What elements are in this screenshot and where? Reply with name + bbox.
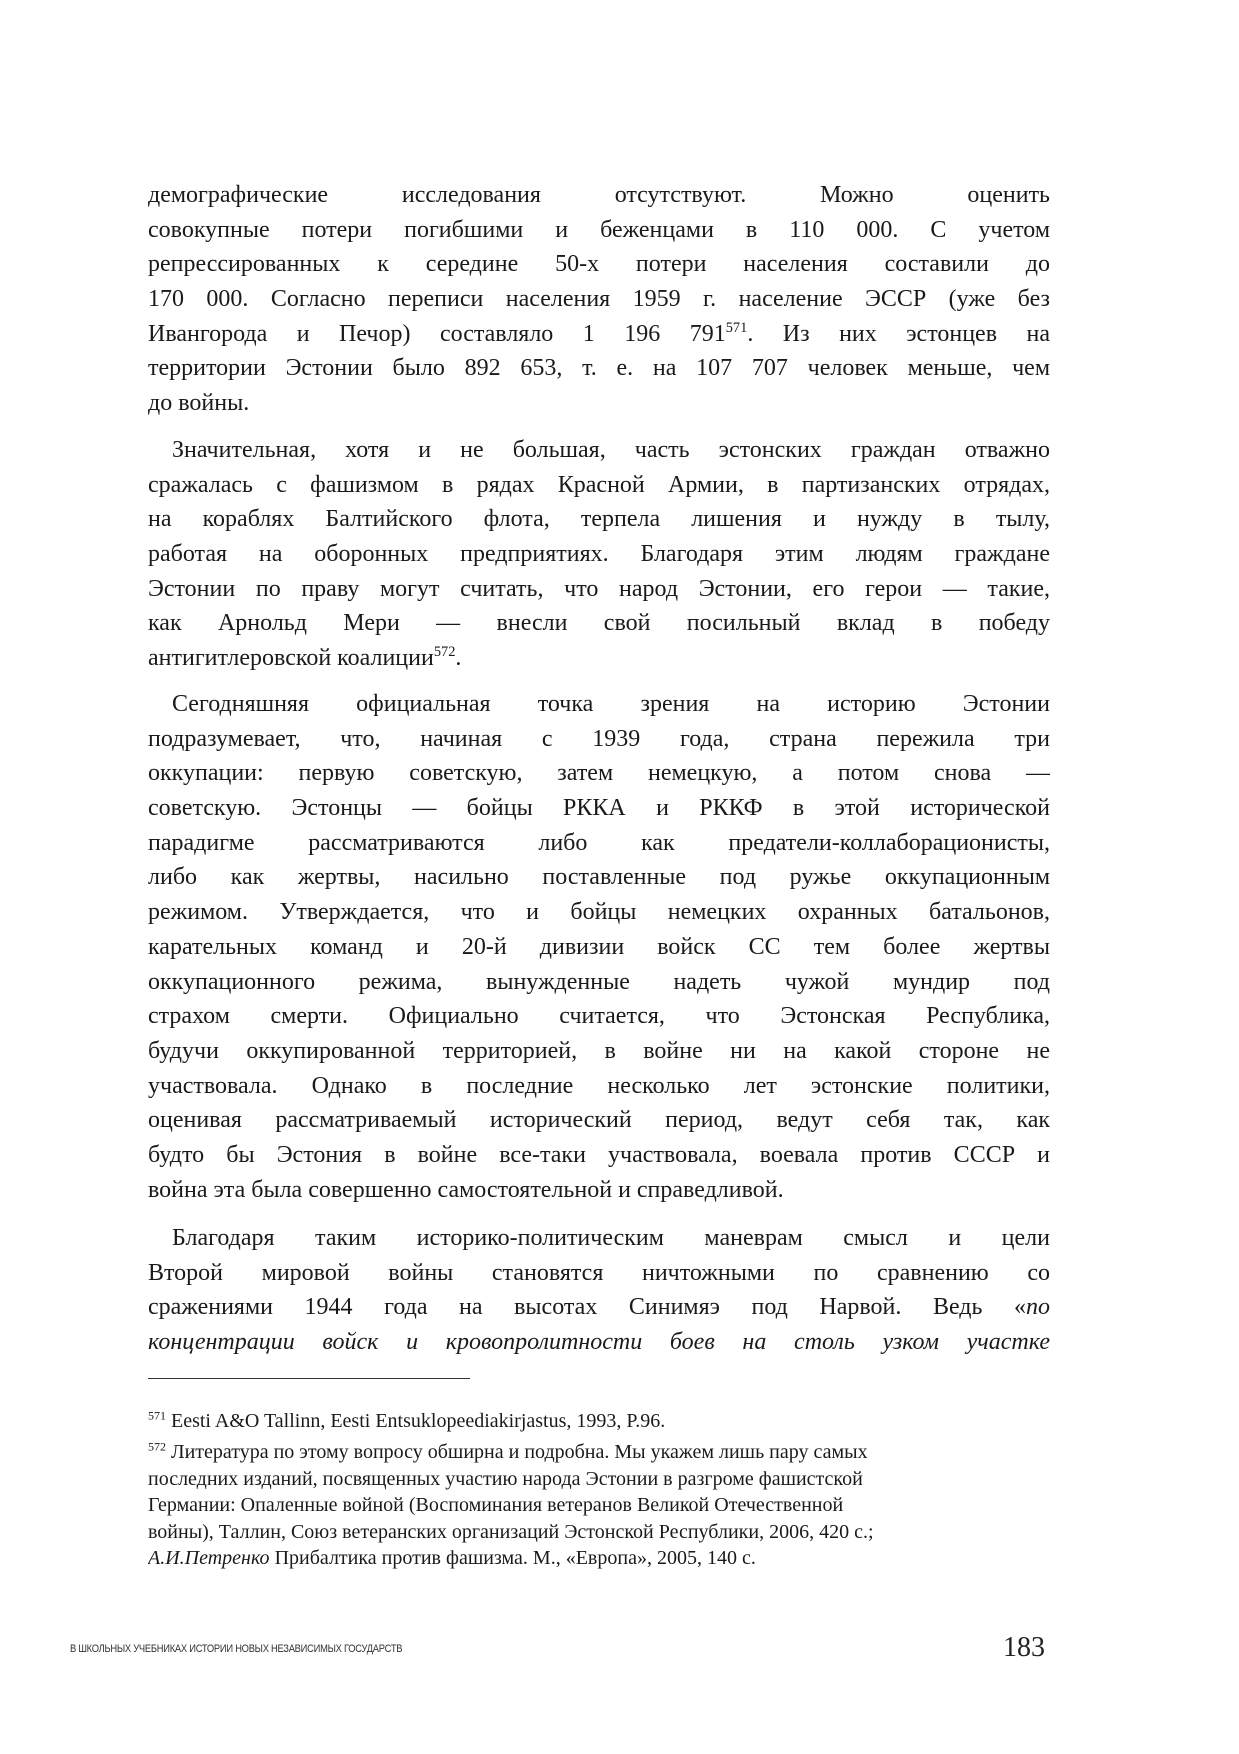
text-line xyxy=(148,351,1050,386)
text-line xyxy=(148,999,1050,1034)
text-run: территории Эстонии было 892 653, т. е. на 107 707 человек меньше, чем xyxy=(148,355,1050,382)
text-run: совокупные потери погибшими и беженцами в 110 000. С учетом xyxy=(148,216,1050,243)
text-line xyxy=(148,1519,1050,1546)
text-line xyxy=(148,1256,1050,1291)
paragraph-3 xyxy=(148,687,1050,1207)
text-run: оценивая рассматриваемый исторический период, ведут себя так, как xyxy=(148,1107,1050,1134)
text-run: Благодаря таким историко-политическим маневрам смысл и цели xyxy=(172,1225,1050,1251)
text-run: подразумевает, что, начиная с 1939 года, страна пережила три xyxy=(148,725,1050,752)
text-run: . xyxy=(455,645,462,672)
text-run: последних изданий, посвященных участию народа Эстонии в разгроме фашистской xyxy=(148,1467,863,1490)
text-line xyxy=(148,930,1050,965)
paragraph-2 xyxy=(148,433,1050,676)
text-run: сражениями 1944 года на высотах Синимяэ под Нарвой. Ведь « xyxy=(148,1294,1026,1321)
text-line xyxy=(148,213,1050,248)
text-run: как Арнольд Мери — внесли свой посильный вклад в победу xyxy=(148,610,1050,637)
text-run: репрессированных к середине 50-х потери населения составили до xyxy=(148,251,1050,278)
italic-text: по xyxy=(1026,1294,1050,1321)
text-line xyxy=(148,606,1050,641)
text-line xyxy=(148,1221,1050,1256)
text-run: режимом. Утверждается, что и бойцы немецких охранных батальонов, xyxy=(148,899,1050,926)
text-line xyxy=(148,1466,1050,1493)
text-run: Ивангорода и Печор) составляло 1 196 791 xyxy=(148,320,726,347)
footnote-reference: 572 xyxy=(433,644,456,661)
footnote-separator xyxy=(148,1378,470,1379)
text-run: 170 000. Согласно переписи населения 1959 г. население ЭССР (уже без xyxy=(148,286,1050,313)
text-run: сражалась с фашизмом в рядах Красной Армии, в партизанских отрядах, xyxy=(148,471,1050,498)
text-run: оккупации: первую советскую, затем немецкую, а потом снова — xyxy=(148,760,1050,787)
text-line xyxy=(148,433,1050,468)
text-run: парадигме рассматриваются либо как предатели-коллаборационисты, xyxy=(148,829,1050,856)
text-line xyxy=(148,1138,1050,1173)
text-run: войны), Таллин, Союз ветеранских организаций Эстонской Республики, 2006, 420 с.; xyxy=(148,1520,874,1543)
text-line xyxy=(148,722,1050,757)
text-line xyxy=(148,386,1050,421)
text-line xyxy=(148,468,1050,503)
text-line xyxy=(148,1069,1050,1104)
text-run: либо как жертвы, насильно поставленные под ружье оккупационным xyxy=(148,864,1050,891)
text-line xyxy=(148,502,1050,537)
page-number: 183 xyxy=(1003,1632,1045,1663)
text-run: Eesti A&O Tallinn, Eesti Entsuklopeediakirjastus, 1993, P.96. xyxy=(166,1410,666,1432)
text-line xyxy=(148,1325,1050,1360)
text-run: работая на оборонных предприятиях. Благодаря этим людям граждане xyxy=(148,541,1050,568)
text-run: демографические исследования отсутствуют. Можно оценить xyxy=(148,182,1050,208)
text-line xyxy=(148,687,1050,722)
text-line xyxy=(148,1103,1050,1138)
italic-text: концентрации войск и кровопролитности боев на столь узком участке xyxy=(148,1329,1050,1356)
text-line xyxy=(148,895,1050,930)
text-line xyxy=(148,641,1050,676)
text-run: до войны. xyxy=(148,390,250,417)
text-line xyxy=(148,1173,1050,1208)
text-line xyxy=(148,1492,1050,1519)
text-run: Значительная, хотя и не большая, часть эстонских граждан отважно xyxy=(172,437,1050,463)
italic-text: А.И.Петренко xyxy=(148,1547,270,1569)
text-run: Второй мировой войны становятся ничтожными по сравнению со xyxy=(148,1259,1050,1286)
footnote-reference: 571 xyxy=(148,1408,166,1423)
text-run: Сегодняшняя официальная точка зрения на историю Эстонии xyxy=(172,691,1050,717)
footnote-572 xyxy=(148,1439,1050,1572)
text-run: будто бы Эстония в войне все-таки участвовала, воевала против СССР и xyxy=(148,1141,1050,1168)
text-line xyxy=(148,1034,1050,1069)
text-run: Эстонии по праву могут считать, что народ Эстонии, его герои — такие, xyxy=(148,575,1050,602)
footnote-571 xyxy=(148,1408,1050,1435)
text-run: будучи оккупированной территорией, в войне ни на какой стороне не xyxy=(148,1037,1050,1064)
text-line xyxy=(148,1408,1050,1435)
text-line xyxy=(148,965,1050,1000)
text-line xyxy=(148,860,1050,895)
text-run: оккупационного режима, вынужденные надеть чужой мундир под xyxy=(148,968,1050,995)
text-run: страхом смерти. Официально считается, что Эстонская Республика, xyxy=(148,1003,1050,1030)
footnote-reference: 571 xyxy=(725,319,748,336)
text-run: на кораблях Балтийского флота, терпела лишения и нужду в тылу, xyxy=(148,506,1050,533)
text-run: антигитлеровской коалиции xyxy=(148,645,434,672)
text-line xyxy=(148,572,1050,607)
text-run: . Из них эстонцев на xyxy=(747,320,1050,347)
text-line xyxy=(148,756,1050,791)
footnote-reference: 572 xyxy=(148,1439,166,1454)
text-run: участвовала. Однако в последние несколько лет эстонские политики, xyxy=(148,1072,1050,1099)
text-run: война эта была совершенно самостоятельной и справедливой. xyxy=(148,1176,784,1203)
text-run: Литература по этому вопросу обширна и подробна. Мы укажем лишь пару самых xyxy=(166,1441,868,1463)
paragraph-4 xyxy=(148,1221,1050,1360)
text-line xyxy=(148,317,1050,352)
text-line xyxy=(148,247,1050,282)
text-line xyxy=(148,826,1050,861)
text-line xyxy=(148,178,1050,213)
text-run: советскую. Эстонцы — бойцы РККА и РККФ в этой исторической xyxy=(148,795,1050,822)
text-line xyxy=(148,791,1050,826)
text-run: Прибалтика против фашизма. М., «Европа», 2005, 140 с. xyxy=(269,1547,756,1569)
text-line xyxy=(148,1290,1050,1325)
text-run: карательных команд и 20-й дивизии войск СС тем более жертвы xyxy=(148,933,1050,960)
paragraph-1 xyxy=(148,178,1050,421)
running-footer-title: В ШКОЛЬНЫХ УЧЕБНИКАХ ИСТОРИИ НОВЫХ НЕЗАВИСИМЫХ ГОСУДАРСТВ xyxy=(70,1643,403,1655)
text-line xyxy=(148,282,1050,317)
text-line xyxy=(148,1439,1050,1466)
text-line xyxy=(148,1545,1050,1572)
text-run: Германии: Опаленные войной (Воспоминания ветеранов Великой Отечественной xyxy=(148,1494,844,1516)
text-line xyxy=(148,537,1050,572)
